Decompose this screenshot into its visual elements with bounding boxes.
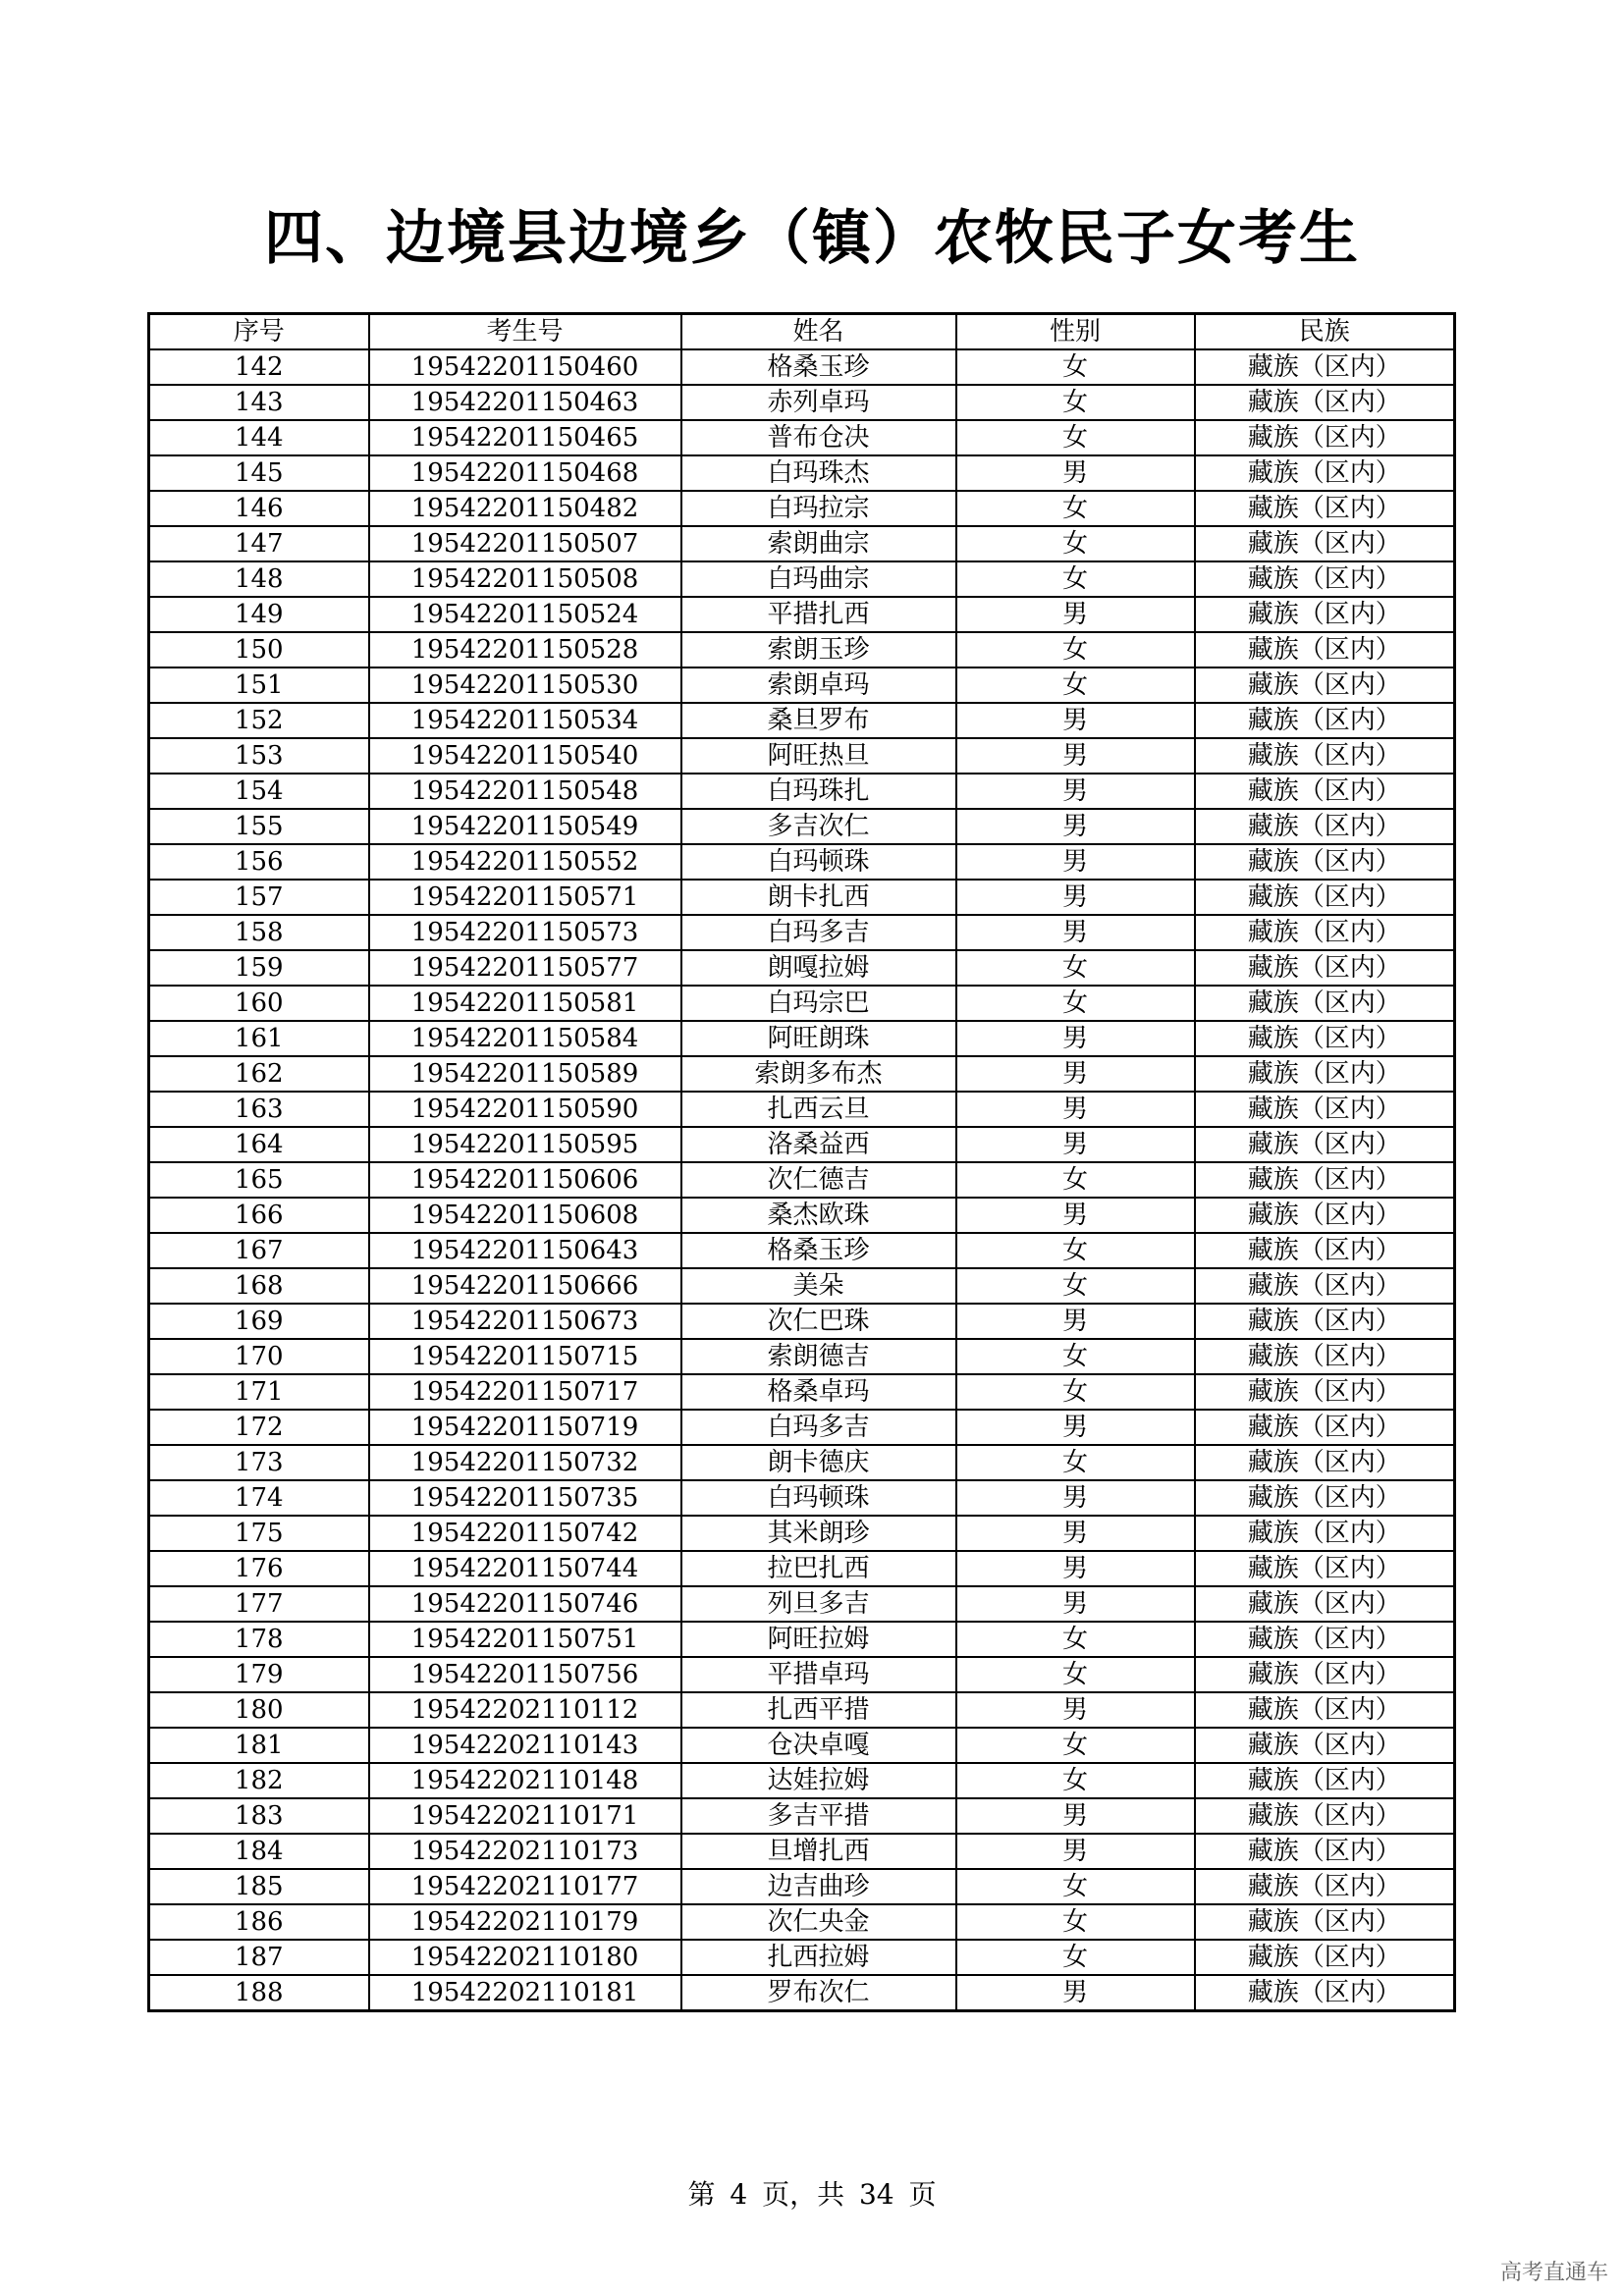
cell-ethnicity: 藏族（区内）	[1195, 844, 1455, 880]
table-row	[149, 561, 1455, 597]
cell-exam-number: 19542201150577	[369, 950, 681, 986]
cell-index: 156	[149, 844, 369, 880]
cell-exam-number: 19542201150460	[369, 349, 681, 385]
cell-gender: 女	[956, 561, 1195, 597]
cell-gender: 女	[956, 349, 1195, 385]
cell-gender: 女	[956, 526, 1195, 561]
cell-exam-number: 19542202110112	[369, 1692, 681, 1728]
cell-ethnicity: 藏族（区内）	[1195, 1233, 1455, 1268]
cell-gender: 男	[956, 1516, 1195, 1551]
cell-name: 朗卡德庆	[681, 1445, 956, 1480]
cell-name: 白玛顿珠	[681, 844, 956, 880]
cell-index: 154	[149, 774, 369, 809]
table-row	[149, 809, 1455, 844]
cell-name: 格桑卓玛	[681, 1374, 956, 1410]
cell-gender: 男	[956, 809, 1195, 844]
cell-exam-number: 19542202110181	[369, 1975, 681, 2011]
cell-exam-number: 19542201150548	[369, 774, 681, 809]
cell-exam-number: 19542201150508	[369, 561, 681, 597]
cell-exam-number: 19542201150606	[369, 1162, 681, 1198]
cell-index: 172	[149, 1410, 369, 1445]
cell-gender: 女	[956, 1233, 1195, 1268]
cell-exam-number: 19542202110143	[369, 1728, 681, 1763]
table-row	[149, 1940, 1455, 1975]
cell-exam-number: 19542201150732	[369, 1445, 681, 1480]
cell-name: 洛桑益西	[681, 1127, 956, 1162]
cell-ethnicity: 藏族（区内）	[1195, 1056, 1455, 1092]
cell-exam-number: 19542201150465	[369, 420, 681, 455]
cell-exam-number: 19542201150482	[369, 491, 681, 526]
cell-exam-number: 19542202110148	[369, 1763, 681, 1798]
cell-index: 171	[149, 1374, 369, 1410]
page-title: 四、边境县边境乡（镇）农牧民子女考生	[264, 204, 1360, 273]
cell-index: 145	[149, 455, 369, 491]
cell-name: 罗布次仁	[681, 1975, 956, 2011]
cell-gender: 女	[956, 1657, 1195, 1692]
cell-index: 167	[149, 1233, 369, 1268]
table-row	[149, 1869, 1455, 1904]
cell-name: 白玛曲宗	[681, 561, 956, 597]
cell-exam-number: 19542202110173	[369, 1834, 681, 1869]
table-row	[149, 1268, 1455, 1304]
table-row	[149, 1728, 1455, 1763]
cell-index: 158	[149, 915, 369, 950]
cell-exam-number: 19542201150744	[369, 1551, 681, 1586]
cell-ethnicity: 藏族（区内）	[1195, 774, 1455, 809]
cell-ethnicity: 藏族（区内）	[1195, 738, 1455, 774]
cell-name: 索朗卓玛	[681, 667, 956, 703]
cell-index: 143	[149, 385, 369, 420]
cell-name: 白玛宗巴	[681, 986, 956, 1021]
table-row	[149, 986, 1455, 1021]
cell-ethnicity: 藏族（区内）	[1195, 1516, 1455, 1551]
cell-exam-number: 19542201150673	[369, 1304, 681, 1339]
cell-name: 白玛多吉	[681, 915, 956, 950]
cell-gender: 男	[956, 844, 1195, 880]
cell-gender: 女	[956, 1268, 1195, 1304]
cell-gender: 女	[956, 420, 1195, 455]
cell-ethnicity: 藏族（区内）	[1195, 1304, 1455, 1339]
cell-exam-number: 19542201150590	[369, 1092, 681, 1127]
table-row	[149, 880, 1455, 915]
column-header-gender: 性别	[956, 314, 1195, 350]
cell-ethnicity: 藏族（区内）	[1195, 1586, 1455, 1622]
cell-gender: 男	[956, 1798, 1195, 1834]
cell-gender: 男	[956, 1021, 1195, 1056]
cell-ethnicity: 藏族（区内）	[1195, 1445, 1455, 1480]
cell-name: 多吉次仁	[681, 809, 956, 844]
table-body	[149, 349, 1455, 2011]
cell-gender: 女	[956, 950, 1195, 986]
cell-exam-number: 19542201150581	[369, 986, 681, 1021]
cell-gender: 男	[956, 1304, 1195, 1339]
cell-index: 147	[149, 526, 369, 561]
cell-index: 159	[149, 950, 369, 986]
table-row	[149, 738, 1455, 774]
cell-exam-number: 19542201150468	[369, 455, 681, 491]
cell-index: 174	[149, 1480, 369, 1516]
cell-exam-number: 19542201150524	[369, 597, 681, 632]
cell-name: 次仁巴珠	[681, 1304, 956, 1339]
cell-exam-number: 19542201150742	[369, 1516, 681, 1551]
cell-name: 白玛多吉	[681, 1410, 956, 1445]
cell-index: 178	[149, 1622, 369, 1657]
cell-ethnicity: 藏族（区内）	[1195, 420, 1455, 455]
cell-exam-number: 19542201150584	[369, 1021, 681, 1056]
cell-ethnicity: 藏族（区内）	[1195, 491, 1455, 526]
candidate-table	[147, 312, 1456, 2012]
cell-index: 161	[149, 1021, 369, 1056]
cell-ethnicity: 藏族（区内）	[1195, 632, 1455, 667]
cell-exam-number: 19542201150715	[369, 1339, 681, 1374]
table-row	[149, 703, 1455, 738]
cell-index: 184	[149, 1834, 369, 1869]
cell-gender: 男	[956, 774, 1195, 809]
cell-ethnicity: 藏族（区内）	[1195, 1975, 1455, 2011]
cell-name: 普布仓决	[681, 420, 956, 455]
cell-index: 157	[149, 880, 369, 915]
cell-exam-number: 19542201150746	[369, 1586, 681, 1622]
cell-gender: 女	[956, 1445, 1195, 1480]
cell-name: 旦增扎西	[681, 1834, 956, 1869]
cell-gender: 女	[956, 986, 1195, 1021]
cell-ethnicity: 藏族（区内）	[1195, 1021, 1455, 1056]
column-header-name: 姓名	[681, 314, 956, 350]
cell-gender: 男	[956, 597, 1195, 632]
cell-exam-number: 19542201150530	[369, 667, 681, 703]
cell-ethnicity: 藏族（区内）	[1195, 1657, 1455, 1692]
table-row	[149, 1339, 1455, 1374]
cell-name: 阿旺朗珠	[681, 1021, 956, 1056]
cell-gender: 女	[956, 1374, 1195, 1410]
cell-index: 175	[149, 1516, 369, 1551]
table-row	[149, 667, 1455, 703]
cell-index: 183	[149, 1798, 369, 1834]
cell-gender: 女	[956, 1763, 1195, 1798]
cell-ethnicity: 藏族（区内）	[1195, 950, 1455, 986]
cell-exam-number: 19542201150719	[369, 1410, 681, 1445]
cell-index: 166	[149, 1198, 369, 1233]
cell-name: 次仁德吉	[681, 1162, 956, 1198]
cell-ethnicity: 藏族（区内）	[1195, 1339, 1455, 1374]
cell-ethnicity: 藏族（区内）	[1195, 1092, 1455, 1127]
cell-ethnicity: 藏族（区内）	[1195, 1374, 1455, 1410]
cell-exam-number: 19542201150595	[369, 1127, 681, 1162]
cell-ethnicity: 藏族（区内）	[1195, 1798, 1455, 1834]
table-row	[149, 1233, 1455, 1268]
cell-name: 其米朗珍	[681, 1516, 956, 1551]
cell-index: 160	[149, 986, 369, 1021]
cell-gender: 女	[956, 1940, 1195, 1975]
cell-name: 桑杰欧珠	[681, 1198, 956, 1233]
cell-gender: 男	[956, 880, 1195, 915]
cell-gender: 男	[956, 738, 1195, 774]
cell-gender: 女	[956, 1162, 1195, 1198]
cell-ethnicity: 藏族（区内）	[1195, 703, 1455, 738]
cell-exam-number: 19542201150608	[369, 1198, 681, 1233]
cell-exam-number: 19542201150756	[369, 1657, 681, 1692]
cell-gender: 男	[956, 1692, 1195, 1728]
table-row	[149, 1692, 1455, 1728]
cell-gender: 女	[956, 1869, 1195, 1904]
cell-gender: 男	[956, 1480, 1195, 1516]
cell-exam-number: 19542201150507	[369, 526, 681, 561]
cell-name: 索朗玉珍	[681, 632, 956, 667]
cell-index: 142	[149, 349, 369, 385]
cell-ethnicity: 藏族（区内）	[1195, 1834, 1455, 1869]
cell-ethnicity: 藏族（区内）	[1195, 667, 1455, 703]
table-row	[149, 597, 1455, 632]
cell-exam-number: 19542201150666	[369, 1268, 681, 1304]
cell-exam-number: 19542201150534	[369, 703, 681, 738]
table-row	[149, 1798, 1455, 1834]
cell-index: 188	[149, 1975, 369, 2011]
cell-gender: 女	[956, 1622, 1195, 1657]
column-header-ethnicity: 民族	[1195, 314, 1455, 350]
table-row	[149, 774, 1455, 809]
cell-index: 170	[149, 1339, 369, 1374]
cell-index: 165	[149, 1162, 369, 1198]
table-row	[149, 526, 1455, 561]
cell-ethnicity: 藏族（区内）	[1195, 1763, 1455, 1798]
table-row	[149, 1586, 1455, 1622]
cell-index: 177	[149, 1586, 369, 1622]
cell-exam-number: 19542201150540	[369, 738, 681, 774]
cell-index: 186	[149, 1904, 369, 1940]
table-row	[149, 1480, 1455, 1516]
cell-exam-number: 19542201150463	[369, 385, 681, 420]
cell-ethnicity: 藏族（区内）	[1195, 880, 1455, 915]
cell-exam-number: 19542201150571	[369, 880, 681, 915]
cell-index: 169	[149, 1304, 369, 1339]
cell-gender: 男	[956, 1834, 1195, 1869]
cell-ethnicity: 藏族（区内）	[1195, 1268, 1455, 1304]
cell-ethnicity: 藏族（区内）	[1195, 1622, 1455, 1657]
cell-gender: 男	[956, 1975, 1195, 2011]
table-row	[149, 420, 1455, 455]
cell-ethnicity: 藏族（区内）	[1195, 986, 1455, 1021]
cell-index: 168	[149, 1268, 369, 1304]
cell-index: 153	[149, 738, 369, 774]
column-header-index: 序号	[149, 314, 369, 350]
table-row	[149, 844, 1455, 880]
cell-index: 187	[149, 1940, 369, 1975]
table-row	[149, 1304, 1455, 1339]
cell-gender: 男	[956, 1127, 1195, 1162]
cell-name: 扎西平措	[681, 1692, 956, 1728]
table-header-row	[149, 314, 1455, 350]
cell-index: 151	[149, 667, 369, 703]
cell-gender: 男	[956, 1551, 1195, 1586]
cell-index: 148	[149, 561, 369, 597]
cell-name: 扎西拉姆	[681, 1940, 956, 1975]
cell-exam-number: 19542201150528	[369, 632, 681, 667]
cell-gender: 男	[956, 1092, 1195, 1127]
table-row	[149, 1092, 1455, 1127]
cell-name: 赤列卓玛	[681, 385, 956, 420]
cell-index: 162	[149, 1056, 369, 1092]
cell-ethnicity: 藏族（区内）	[1195, 1551, 1455, 1586]
cell-name: 白玛顿珠	[681, 1480, 956, 1516]
table-row	[149, 1410, 1455, 1445]
cell-name: 格桑玉珍	[681, 349, 956, 385]
cell-name: 桑旦罗布	[681, 703, 956, 738]
cell-index: 180	[149, 1692, 369, 1728]
cell-index: 144	[149, 420, 369, 455]
cell-index: 179	[149, 1657, 369, 1692]
watermark: 高考直通车	[1499, 2261, 1608, 2285]
table-row	[149, 1904, 1455, 1940]
table-row	[149, 1551, 1455, 1586]
table-row	[149, 455, 1455, 491]
cell-name: 美朵	[681, 1268, 956, 1304]
cell-gender: 女	[956, 632, 1195, 667]
cell-index: 149	[149, 597, 369, 632]
cell-name: 索朗曲宗	[681, 526, 956, 561]
cell-index: 182	[149, 1763, 369, 1798]
cell-exam-number: 19542201150589	[369, 1056, 681, 1092]
cell-gender: 女	[956, 1904, 1195, 1940]
cell-index: 164	[149, 1127, 369, 1162]
cell-ethnicity: 藏族（区内）	[1195, 1692, 1455, 1728]
table-row	[149, 1834, 1455, 1869]
cell-exam-number: 19542201150573	[369, 915, 681, 950]
cell-gender: 女	[956, 385, 1195, 420]
cell-gender: 男	[956, 1198, 1195, 1233]
cell-gender: 女	[956, 491, 1195, 526]
cell-exam-number: 19542201150643	[369, 1233, 681, 1268]
cell-name: 拉巴扎西	[681, 1551, 956, 1586]
table-row	[149, 491, 1455, 526]
cell-name: 朗卡扎西	[681, 880, 956, 915]
cell-gender: 女	[956, 1728, 1195, 1763]
cell-gender: 男	[956, 1410, 1195, 1445]
cell-name: 达娃拉姆	[681, 1763, 956, 1798]
table-row	[149, 1021, 1455, 1056]
cell-ethnicity: 藏族（区内）	[1195, 1410, 1455, 1445]
cell-name: 索朗多布杰	[681, 1056, 956, 1092]
cell-ethnicity: 藏族（区内）	[1195, 1480, 1455, 1516]
table-row	[149, 1516, 1455, 1551]
cell-ethnicity: 藏族（区内）	[1195, 1198, 1455, 1233]
cell-name: 白玛珠扎	[681, 774, 956, 809]
table-row	[149, 950, 1455, 986]
cell-index: 181	[149, 1728, 369, 1763]
cell-name: 边吉曲珍	[681, 1869, 956, 1904]
cell-index: 150	[149, 632, 369, 667]
cell-gender: 男	[956, 455, 1195, 491]
cell-name: 索朗德吉	[681, 1339, 956, 1374]
cell-exam-number: 19542202110177	[369, 1869, 681, 1904]
cell-gender: 男	[956, 1586, 1195, 1622]
cell-ethnicity: 藏族（区内）	[1195, 385, 1455, 420]
table-row	[149, 1198, 1455, 1233]
cell-index: 152	[149, 703, 369, 738]
cell-ethnicity: 藏族（区内）	[1195, 1940, 1455, 1975]
table-row	[149, 349, 1455, 385]
cell-ethnicity: 藏族（区内）	[1195, 561, 1455, 597]
cell-index: 146	[149, 491, 369, 526]
cell-ethnicity: 藏族（区内）	[1195, 1127, 1455, 1162]
page-number: 第 4 页，共 34 页	[687, 2178, 937, 2211]
cell-index: 163	[149, 1092, 369, 1127]
cell-gender: 女	[956, 667, 1195, 703]
cell-ethnicity: 藏族（区内）	[1195, 1728, 1455, 1763]
table-row	[149, 915, 1455, 950]
table-row	[149, 1975, 1455, 2011]
cell-index: 173	[149, 1445, 369, 1480]
cell-exam-number: 19542202110171	[369, 1798, 681, 1834]
cell-gender: 男	[956, 1056, 1195, 1092]
table-row	[149, 1374, 1455, 1410]
cell-index: 155	[149, 809, 369, 844]
cell-name: 白玛拉宗	[681, 491, 956, 526]
cell-index: 176	[149, 1551, 369, 1586]
cell-gender: 男	[956, 703, 1195, 738]
cell-name: 扎西云旦	[681, 1092, 956, 1127]
cell-index: 185	[149, 1869, 369, 1904]
cell-name: 格桑玉珍	[681, 1233, 956, 1268]
cell-name: 仓决卓嘎	[681, 1728, 956, 1763]
cell-ethnicity: 藏族（区内）	[1195, 1904, 1455, 1940]
cell-ethnicity: 藏族（区内）	[1195, 1869, 1455, 1904]
cell-name: 平措卓玛	[681, 1657, 956, 1692]
cell-name: 多吉平措	[681, 1798, 956, 1834]
cell-ethnicity: 藏族（区内）	[1195, 809, 1455, 844]
cell-ethnicity: 藏族（区内）	[1195, 349, 1455, 385]
cell-ethnicity: 藏族（区内）	[1195, 526, 1455, 561]
cell-ethnicity: 藏族（区内）	[1195, 915, 1455, 950]
cell-name: 白玛珠杰	[681, 455, 956, 491]
cell-name: 次仁央金	[681, 1904, 956, 1940]
cell-exam-number: 19542201150552	[369, 844, 681, 880]
cell-name: 平措扎西	[681, 597, 956, 632]
cell-ethnicity: 藏族（区内）	[1195, 455, 1455, 491]
table-row	[149, 1127, 1455, 1162]
cell-gender: 男	[956, 915, 1195, 950]
cell-name: 朗嘎拉姆	[681, 950, 956, 986]
table-row	[149, 1622, 1455, 1657]
cell-exam-number: 19542201150717	[369, 1374, 681, 1410]
cell-exam-number: 19542202110180	[369, 1940, 681, 1975]
table-row	[149, 632, 1455, 667]
table-row	[149, 1763, 1455, 1798]
table-row	[149, 1162, 1455, 1198]
table-row	[149, 1056, 1455, 1092]
column-header-exam-number: 考生号	[369, 314, 681, 350]
cell-name: 阿旺拉姆	[681, 1622, 956, 1657]
cell-exam-number: 19542201150735	[369, 1480, 681, 1516]
cell-exam-number: 19542201150549	[369, 809, 681, 844]
cell-exam-number: 19542201150751	[369, 1622, 681, 1657]
table-row	[149, 1445, 1455, 1480]
cell-ethnicity: 藏族（区内）	[1195, 1162, 1455, 1198]
cell-ethnicity: 藏族（区内）	[1195, 597, 1455, 632]
table-row	[149, 1657, 1455, 1692]
cell-name: 列旦多吉	[681, 1586, 956, 1622]
cell-gender: 女	[956, 1339, 1195, 1374]
table-row	[149, 385, 1455, 420]
cell-exam-number: 19542202110179	[369, 1904, 681, 1940]
cell-name: 阿旺热旦	[681, 738, 956, 774]
